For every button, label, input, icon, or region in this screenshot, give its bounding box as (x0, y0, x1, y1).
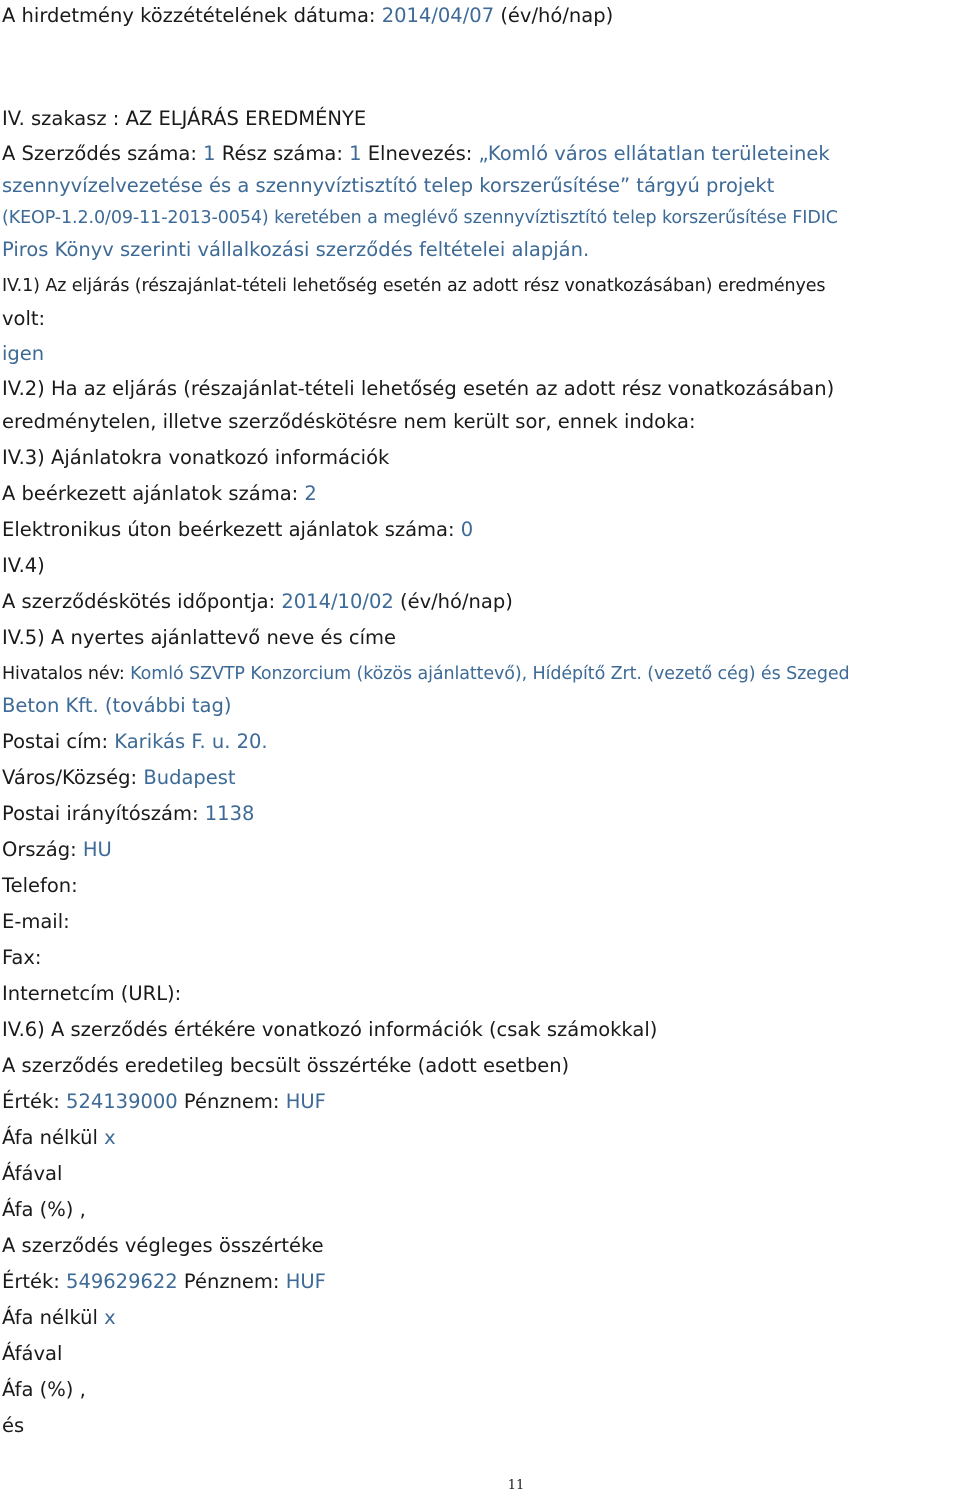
estimated-net-label: Áfa nélkül (2, 1126, 98, 1149)
page-number: 11 (507, 1478, 525, 1493)
postal-address-line (2, 726, 956, 758)
received-offers-line (2, 478, 956, 510)
zip-label: Postai irányítószám: (2, 802, 199, 825)
trailing-text: és (2, 1414, 25, 1437)
country-value: HU (82, 838, 112, 861)
electronic-offers-line (2, 514, 956, 546)
city-value: Budapest (143, 766, 236, 789)
estimated-value-amount: 524139000 (66, 1090, 178, 1113)
estimated-net-mark: x (104, 1126, 116, 1149)
estimated-vat-label: Áfa (%) , (2, 1198, 86, 1221)
estimated-currency-value: HUF (285, 1090, 326, 1113)
postal-address-value: Karikás F. u. 20. (114, 730, 268, 753)
final-net-line (2, 1302, 956, 1334)
final-currency-value: HUF (285, 1270, 326, 1293)
estimated-value-heading: A szerződés eredetileg becsült összértéke (adott esetben) (2, 1054, 570, 1077)
contract-date-unit: (év/hó/nap) (399, 590, 513, 613)
estimated-gross-label: Áfával (2, 1162, 63, 1185)
iv1-value: igen (2, 342, 45, 365)
iv3-heading: IV.3) Ajánlatokra vonatkozó információk (2, 446, 390, 469)
estimated-value-label: Érték: (2, 1090, 60, 1113)
iv5-heading: IV.5) A nyertes ajánlattevő neve és címe (2, 626, 397, 649)
final-net-label: Áfa nélkül (2, 1306, 98, 1329)
final-value-amount: 549629622 (66, 1270, 178, 1293)
estimated-net-line (2, 1122, 956, 1154)
official-name-label: Hivatalos név: (2, 664, 125, 684)
part-number-value: 1 (349, 142, 362, 165)
final-value-heading: A szerződés végleges összértéke (2, 1234, 324, 1257)
part-number-label: Rész száma: (221, 142, 343, 165)
section-title: IV. szakasz : AZ ELJÁRÁS EREDMÉNYE (2, 107, 367, 130)
final-value-line (2, 1266, 956, 1298)
official-name-value-2: Beton Kft. (további tag) (2, 694, 232, 717)
estimated-value-line (2, 1086, 956, 1118)
contract-name-part-2: szennyvízelvezetése és a szennyvíztisztító telep korszerűsítése” tárgyú projekt (2, 174, 775, 197)
contract-date-value: 2014/10/02 (281, 590, 394, 613)
final-net-mark: x (104, 1306, 116, 1329)
iv2-line-2: eredménytelen, illetve szerződéskötésre nem került sor, ennek indoka: (2, 410, 696, 433)
iv1-line-1: IV.1) Az eljárás (részajánlat-tételi lehetőség esetén az adott rész vonatkozásában) eredményes (2, 276, 826, 296)
final-value-label: Érték: (2, 1270, 60, 1293)
final-vat-label: Áfa (%) , (2, 1378, 86, 1401)
zip-value: 1138 (204, 802, 255, 825)
electronic-offers-label: Elektronikus úton beérkezett ajánlatok száma: (2, 518, 455, 541)
iv2-line-1: IV.2) Ha az eljárás (részajánlat-tételi lehetőség esetén az adott rész vonatkozásában) (2, 377, 835, 400)
zip-line (2, 798, 956, 830)
postal-address-label: Postai cím: (2, 730, 109, 753)
estimated-currency-label: Pénznem: (183, 1090, 280, 1113)
contract-date-label: A szerződéskötés időpontja: (2, 590, 276, 613)
city-label: Város/Község: (2, 766, 138, 789)
electronic-offers-value: 0 (460, 518, 474, 541)
final-currency-label: Pénznem: (183, 1270, 280, 1293)
publication-date-line (2, 0, 956, 32)
contract-line-1 (2, 138, 956, 170)
contract-name-label: Elnevezés: (367, 142, 473, 165)
iv1-line-2: volt: (2, 307, 46, 330)
contract-date-line (2, 586, 956, 618)
official-name-value-1: Komló SZVTP Konzorcium (közös ajánlattevő), Hídépítő Zrt. (vezető cég) és Szeged (130, 664, 850, 684)
contract-name-part-3: (KEOP-1.2.0/09-11-2013-0054) keretében a meglévő szennyvíztisztító telep korszerűsítése FIDIC (2, 208, 838, 228)
contract-name-part-1: „Komló város ellátatlan területeinek (478, 142, 830, 165)
url-label: Internetcím (URL): (2, 982, 182, 1005)
country-line (2, 834, 956, 866)
publication-date-value: 2014/04/07 (381, 4, 495, 27)
iv4-heading: IV.4) (2, 554, 45, 577)
fax-label: Fax: (2, 946, 42, 969)
country-label: Ország: (2, 838, 77, 861)
city-line (2, 762, 956, 794)
contract-number-label: A Szerződés száma: (2, 142, 197, 165)
contract-number-value: 1 (203, 142, 216, 165)
email-label: E-mail: (2, 910, 70, 933)
iv6-heading: IV.6) A szerződés értékére vonatkozó információk (csak számokkal) (2, 1018, 658, 1041)
contract-name-part-4: Piros Könyv szerinti vállalkozási szerződés feltételei alapján. (2, 238, 590, 261)
phone-label: Telefon: (2, 874, 78, 897)
publication-date-unit: (év/hó/nap) (500, 4, 614, 27)
official-name-line-1 (2, 658, 956, 690)
publication-date-label: A hirdetmény közzétételének dátuma: (2, 4, 376, 27)
received-offers-label: A beérkezett ajánlatok száma: (2, 482, 299, 505)
final-gross-label: Áfával (2, 1342, 63, 1365)
received-offers-value: 2 (304, 482, 317, 505)
